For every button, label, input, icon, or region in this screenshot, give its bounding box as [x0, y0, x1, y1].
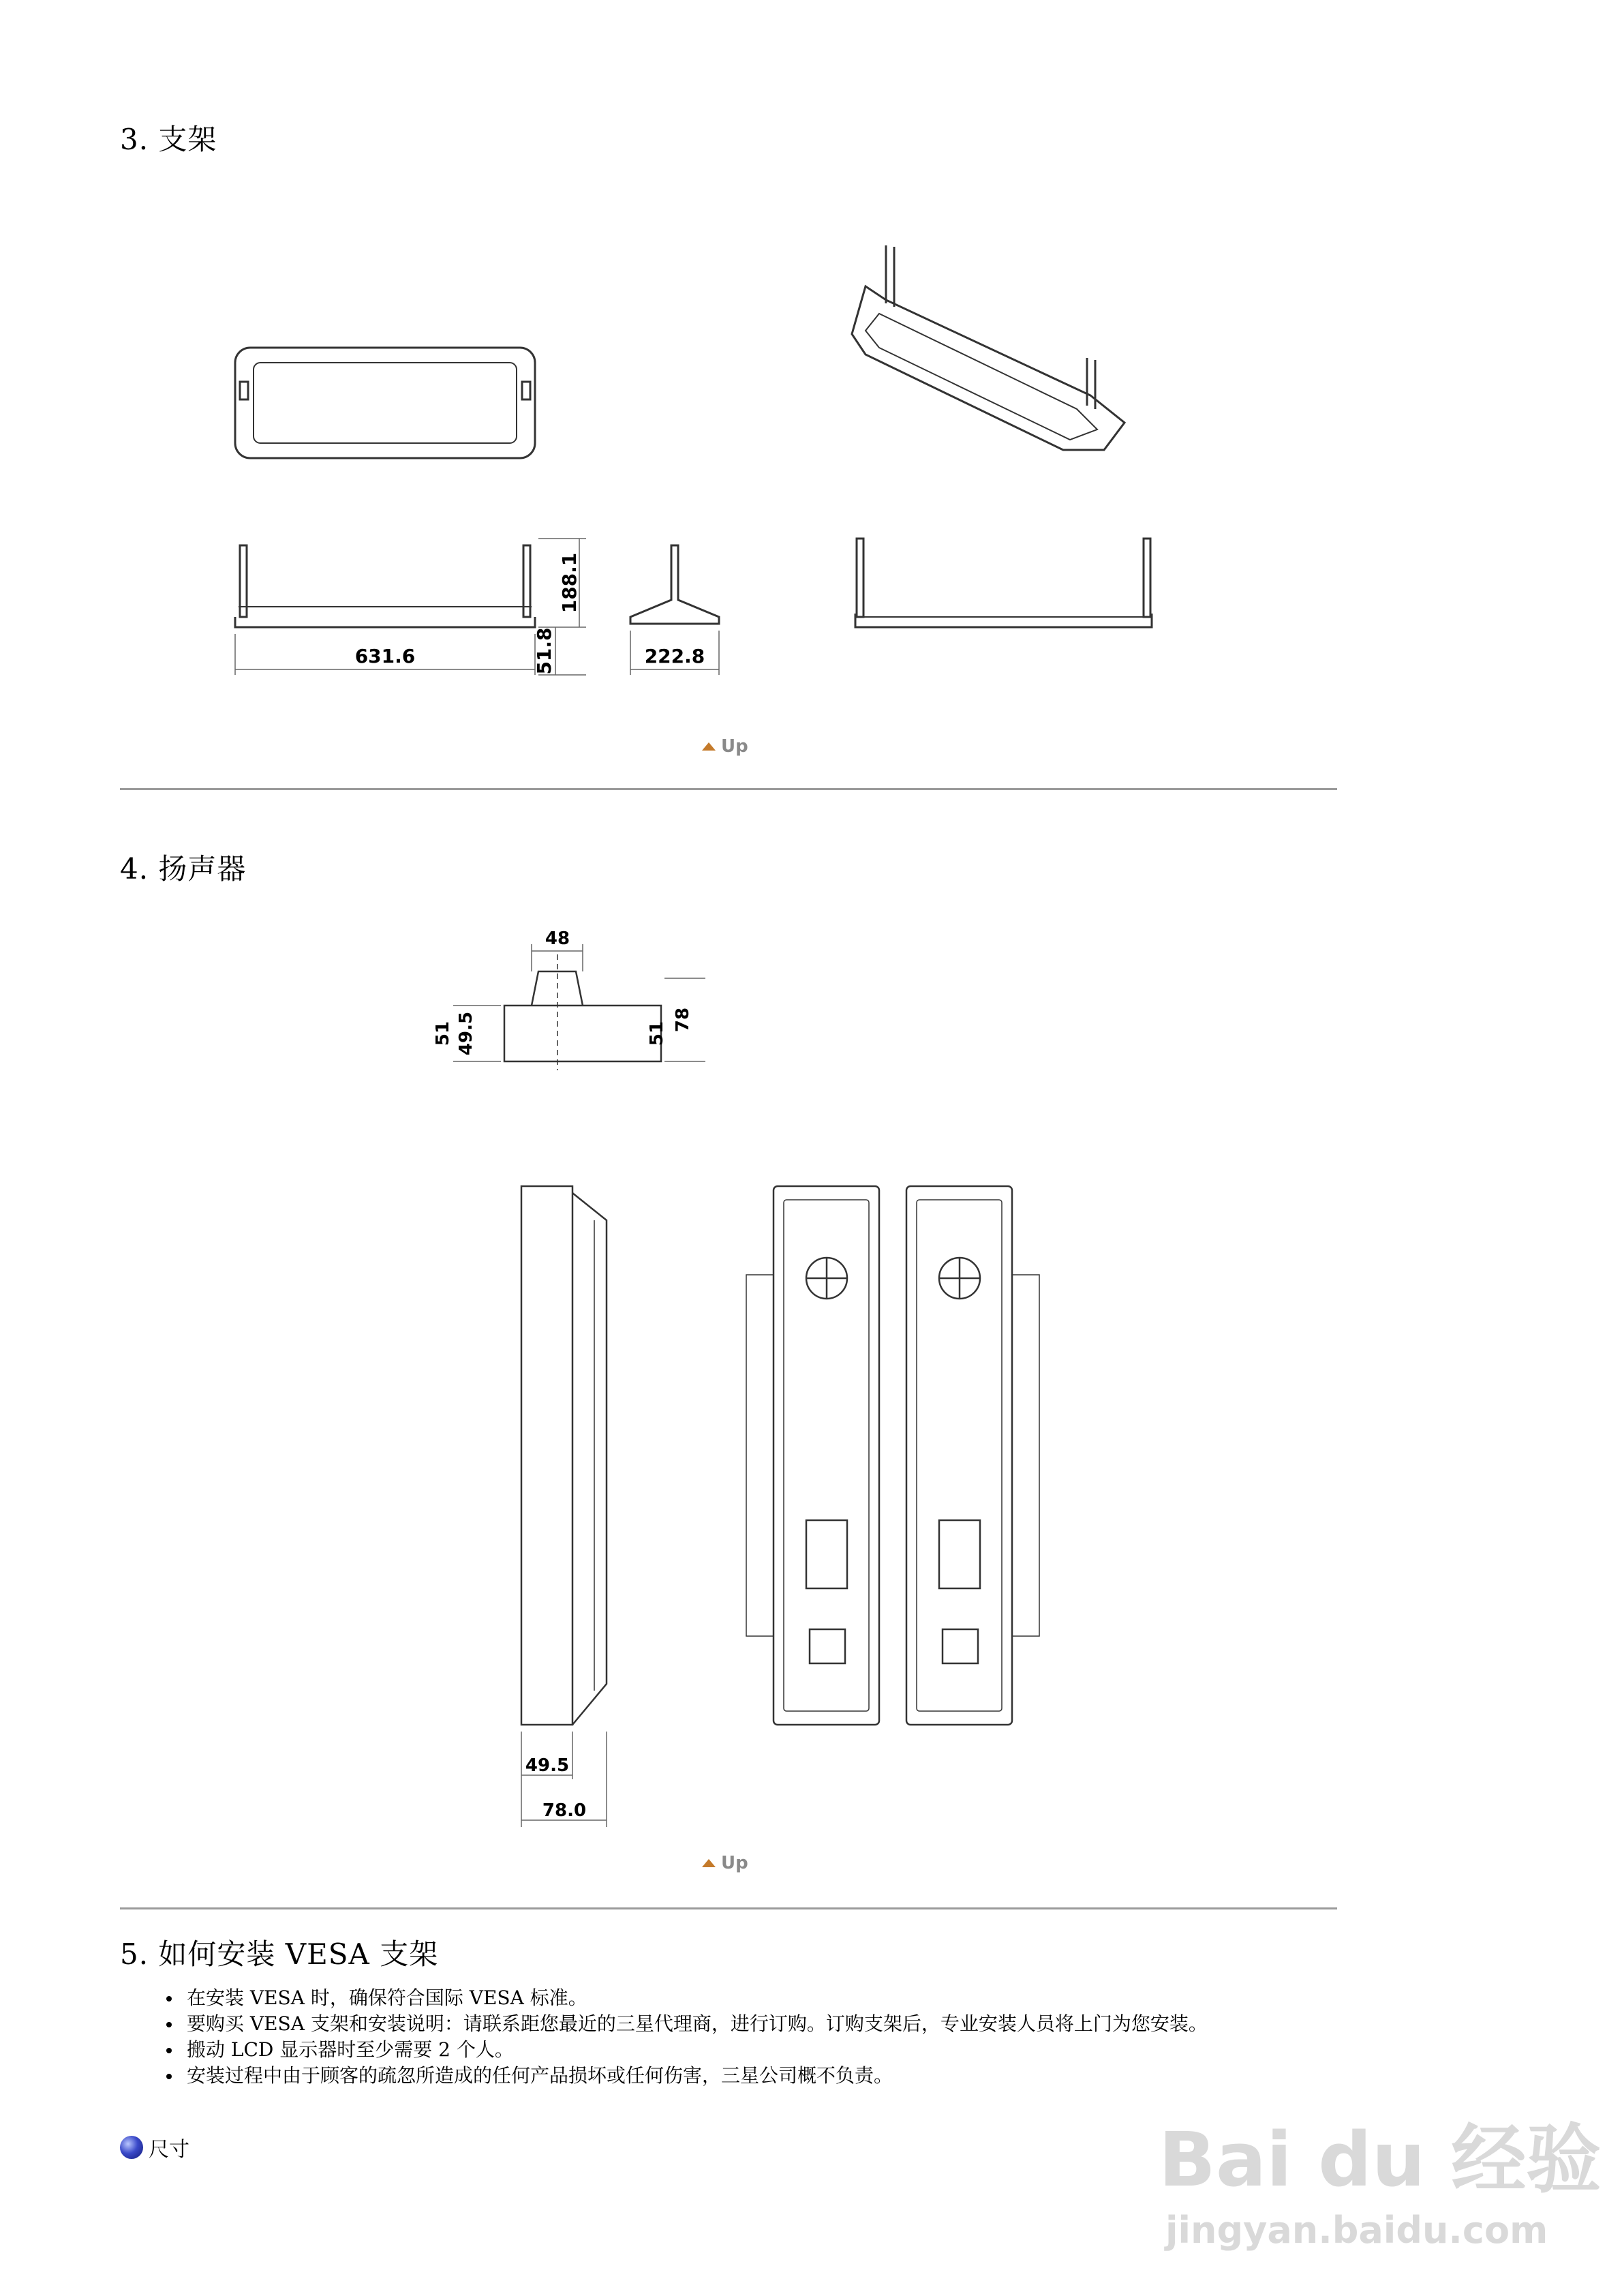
vesa-notes-list	[164, 1985, 1336, 2089]
dimensions-link[interactable]: 尺寸	[120, 2132, 189, 2162]
list-item: 在安装 VESA 时，确保符合国际 VESA 标准。	[164, 1985, 1336, 2011]
back-to-top-link-2[interactable]: Up	[702, 1853, 748, 1873]
section-title-stand: 3. 支架	[120, 123, 217, 156]
dim-speaker-right-inner: 51	[647, 1021, 667, 1046]
watermark-url: jingyan.baidu.com	[1165, 2209, 1548, 2252]
watermark-brand: Bai du 经验	[1159, 2116, 1602, 2203]
speaker-top-view	[504, 1006, 661, 1061]
dim-stand-width: 631.6	[354, 645, 416, 667]
dim-speaker-right-outer: 78	[673, 1007, 693, 1033]
dim-speaker-left-outer: 51	[433, 1021, 453, 1046]
section-title-speaker: 4. 扬声器	[120, 852, 247, 886]
dim-speaker-top-width: 48	[545, 928, 570, 949]
section-title-vesa: 5. 如何安装 VESA 支架	[120, 1937, 439, 1971]
dim-speaker-side-inner: 49.5	[525, 1755, 570, 1776]
section-divider-2	[120, 1907, 1337, 1909]
dim-stand-height: 188.1	[558, 552, 581, 614]
dim-stand-depth: 222.8	[644, 645, 705, 667]
list-item: 要购买 VESA 支架和安装说明：请联系距您最近的三星代理商，进行订购。订购支架后，专业安装人员将上门为您安装。	[164, 2011, 1336, 2037]
up-arrow-icon	[702, 1859, 716, 1867]
dim-stand-base: 51.8	[533, 627, 555, 675]
speaker-side-view	[521, 1186, 572, 1725]
list-item: 安装过程中由于顾客的疏忽所造成的任何产品损坏或任何伤害，三星公司概不负责。	[164, 2063, 1336, 2089]
dim-speaker-side-outer: 78.0	[542, 1800, 587, 1821]
dim-speaker-left-inner: 49.5	[456, 1011, 476, 1056]
list-item: 搬动 LCD 显示器时至少需要 2 个人。	[164, 2037, 1336, 2063]
back-to-top-link-1[interactable]: Up	[702, 736, 748, 757]
globe-bullet-icon	[120, 2136, 143, 2159]
